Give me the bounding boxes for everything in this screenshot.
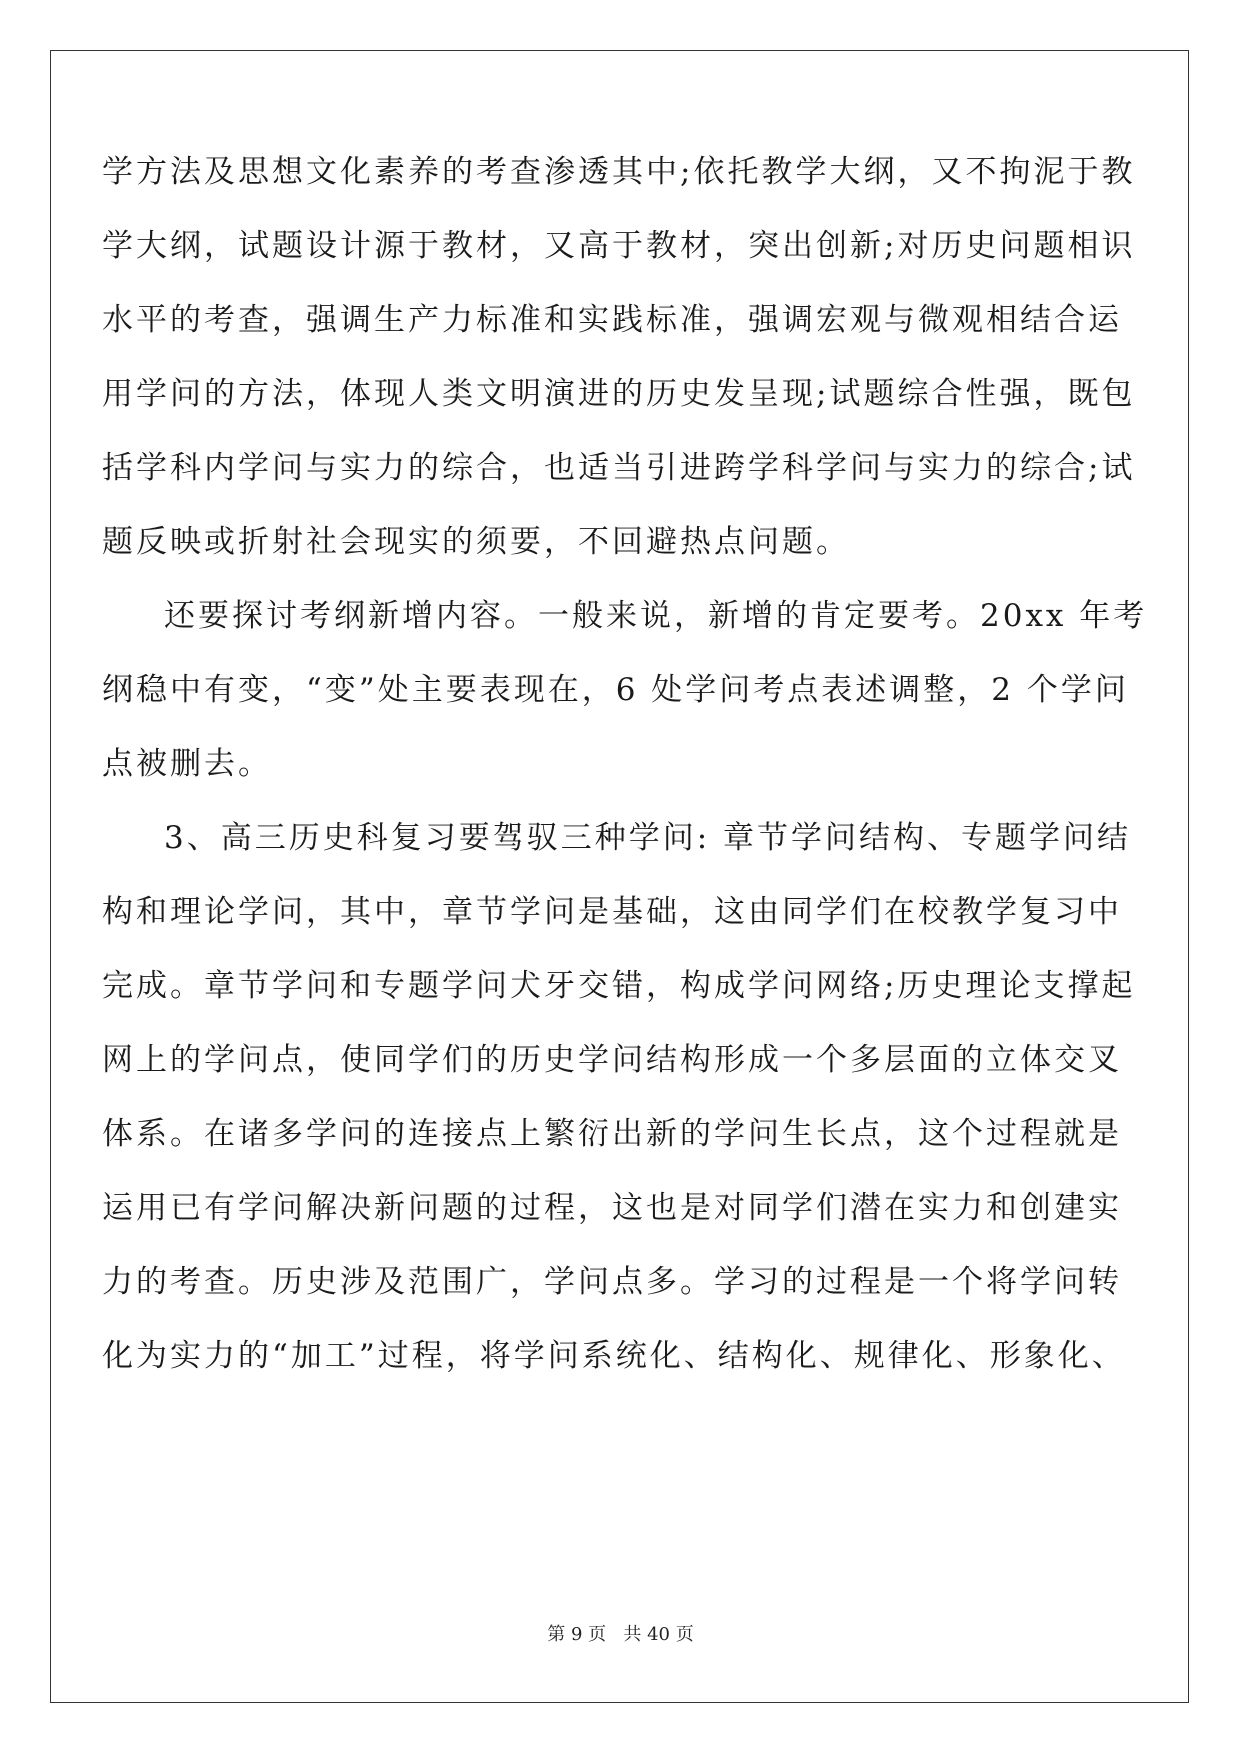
text-line: 水平的考查，强调生产力标准和实践标准，强调宏观与微观相结合运 [102, 302, 1122, 338]
page-number: 第 9 页 [547, 1624, 607, 1645]
text-line: 学方法及思想文化素养的考查渗透其中;依托教学大纲，又不拘泥于教 [102, 154, 1136, 190]
page-border [50, 50, 1189, 1703]
text-line: 题反映或折射社会现实的须要，不回避热点问题。 [102, 524, 850, 560]
text-line: 体系。在诸多学问的连接点上繁衍出新的学问生长点，这个过程就是 [102, 1116, 1122, 1152]
text-line: 学大纲，试题设计源于教材，又高于教材，突出创新;对历史问题相识 [102, 228, 1136, 264]
text-line: 网上的学问点，使同学们的历史学问结构形成一个多层面的立体交叉 [102, 1042, 1122, 1078]
text-line: 纲稳中有变，“变”处主要表现在，6 处学问考点表述调整，2 个学问 [102, 672, 1129, 708]
page-footer [0, 1620, 1241, 1646]
text-line: 运用已有学问解决新问题的过程，这也是对同学们潜在实力和创建实 [102, 1190, 1122, 1226]
text-line: 3、高三历史科复习要驾驭三种学问: 章节学问结构、专题学问结 [164, 820, 1132, 856]
text-line: 力的考查。历史涉及范围广，学问点多。学习的过程是一个将学问转 [102, 1264, 1122, 1300]
text-line: 还要探讨考纲新增内容。一般来说，新增的肯定要考。20xx 年考 [164, 598, 1148, 634]
text-line: 构和理论学问，其中，章节学问是基础，这由同学们在校教学复习中 [102, 894, 1122, 930]
text-line: 括学科内学问与实力的综合，也适当引进跨学科学问与实力的综合;试 [102, 450, 1136, 486]
text-line: 化为实力的“加工”过程，将学问系统化、结构化、规律化、形象化、 [102, 1338, 1126, 1374]
page-total: 共 40 页 [623, 1624, 694, 1645]
text-line: 点被删去。 [102, 746, 272, 782]
text-line: 用学问的方法，体现人类文明演进的历史发呈现;试题综合性强，既包 [102, 376, 1136, 412]
text-line: 完成。章节学问和专题学问犬牙交错，构成学问网络;历史理论支撑起 [102, 968, 1136, 1004]
